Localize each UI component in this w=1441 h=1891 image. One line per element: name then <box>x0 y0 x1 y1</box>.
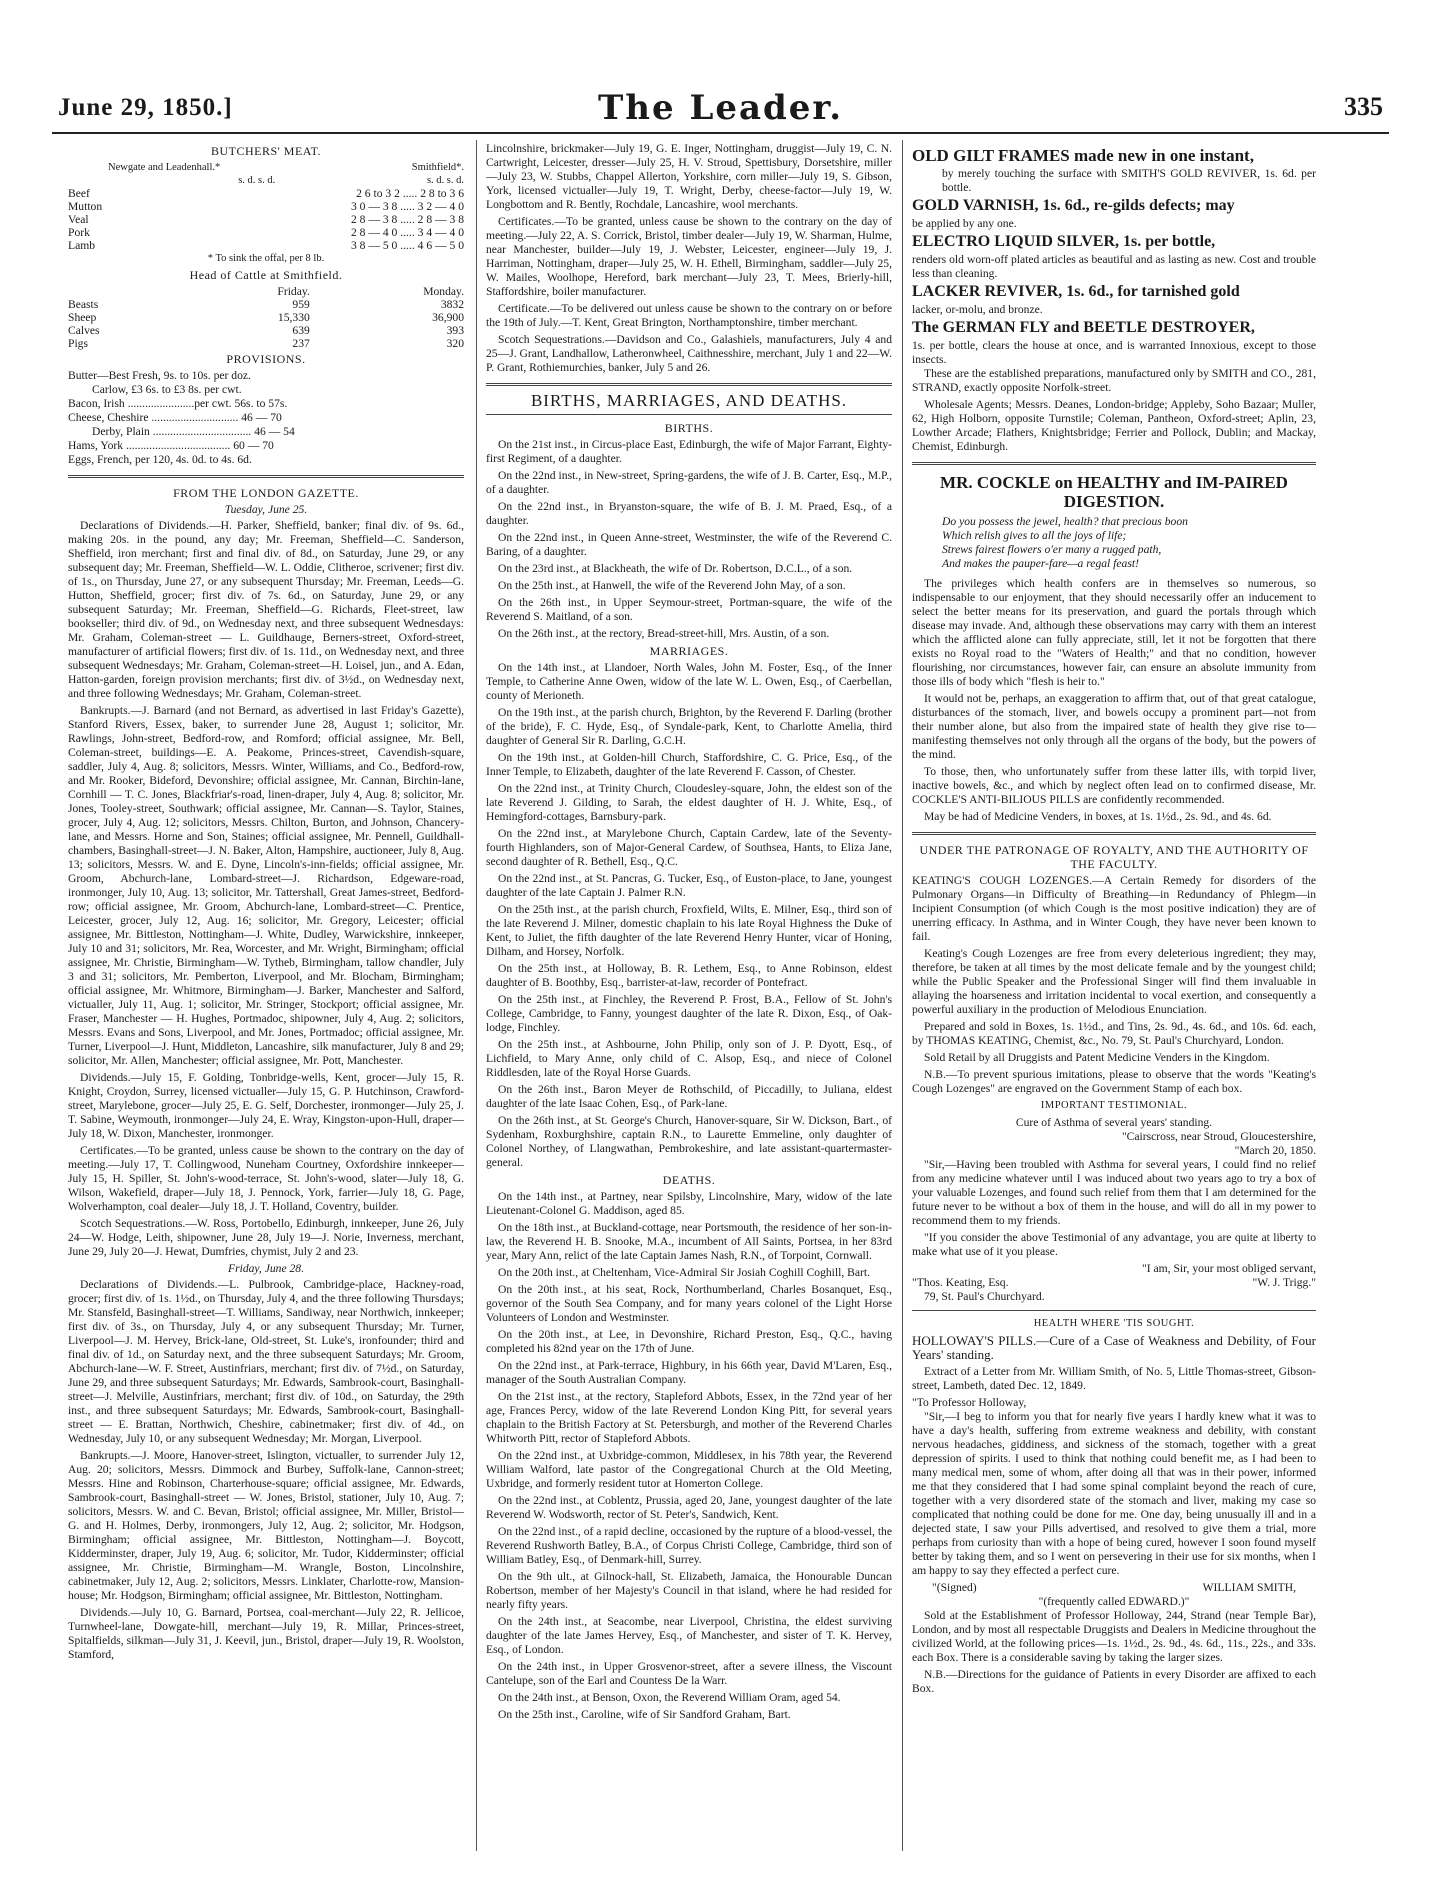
ad-body: renders old worn-off plated articles as beautiful and as lasting as new. Cost and trouble less than cleaning. <box>912 253 1316 280</box>
meat-subhead-left: Newgate and Leadenhall.* <box>108 162 221 173</box>
testimonial-body: "Sir,—Having been troubled with Asthma for several years, I could find no relief from any medicine whatever until I was induced about two years ago to try a box of your valuable Lozenges, and found such relief from them that I am determined for the future never to be without a box of them in the house, and will do all in my power to recommend them to my friends. <box>912 1158 1316 1227</box>
cattle-name: Calves <box>68 324 100 337</box>
gazette-paragraph: Declarations of Dividends.—H. Parker, Sheffield, banker; final div. of 9s. 6d., making 20s. in the pound, any day; Mr. Freeman, Sheffield—C. Sanderson, Sheffield, iron merchant; first and final div. of 8d., on Saturday, June 29, or any subsequent day; Mr. Freeman, Sheffield—W. L. Oddie, Clitheroe, scrivener; first div. of 1s., on Thursday, June 27, or any subsequent Thursday; Mr. Freeman, Leeds—G. Hutton, Sheffield, grocer; first div. of 7s. 6d., on Saturday, June 29, or any subsequent Saturday; Mr. Freeman, Sheffield—G. Richards, Fleet-street, law bookseller; third div. of 9d., on Wednesday next, and three subsequent Wednesdays: Mr. Graham, Coleman-street — L. Guildhauge, Berners-street, Oxford-street, manufacturer of artificial flowers; first div. of 1s. 11d., on Wednesday next, and three subsequent Wednesdays; Mr. Graham, Coleman-street—H. Loisel, jun., and A. Edan, Hatton-garden, foreign provision merchants; first div. of 3½d., on Wednesday next, and three following Wednesdays; Mr. Graham, Coleman-street. <box>68 519 464 700</box>
marriage-notice: On the 19th inst., at Golden-hill Church, Staffordshire, C. G. Price, Esq., of the Inner Temple, to Elizabeth, daughter of the late Reverend F. Casson, of Chester. <box>486 751 892 778</box>
poem-line: And makes the pauper-fare—a regal feast! <box>942 557 1139 570</box>
gazette-paragraph: Certificates.—To be granted, unless cause be shown to the contrary on the day of meeting.—July 17, T. Collingwood, Nuneham Courtney, Oxfordshire innkeeper—July 15, H. Spiller, St. John's-wood-terrace, St. John's-wood, slater—July 18, G. Wilson, Wakefield, draper—July 18, J. Pennock, York, farrier—July 18, G. Page, Wolverhampton, coal dealer—July 18, J. T. Holland, Coventry, builder. <box>68 1144 464 1213</box>
meat-units: s. d. s. d. <box>426 175 464 186</box>
cattle-name: Pigs <box>68 337 88 350</box>
testimonial-body: "If you consider the above Testimonial of any advantage, you are quite at liberty to make what use of it you please. <box>912 1231 1316 1258</box>
cattle-monday: 320 <box>446 337 464 350</box>
cattle-friday: 639 <box>292 324 310 337</box>
marriage-notice: On the 22nd inst., at Marylebone Church, Captain Cardew, late of the Seventy-fourth Highlanders, son of Major-General Cardew, of Southsea, Hants, to Eliza Jane, second daughter of R. Bethell, Esq., Q.C. <box>486 827 892 868</box>
testimonial-sub: Cure of Asthma of several years' standing. <box>1015 1116 1213 1129</box>
table-row: Lamb 3 8 — 5 0 ..... 4 6 — 5 0 <box>68 239 464 252</box>
column-1 <box>68 142 464 1861</box>
birth-notice: On the 23rd inst., at Blackheath, the wife of Dr. Robertson, D.C.L., of a son. <box>498 562 853 575</box>
death-notice: On the 22nd inst., at Uxbridge-common, Middlesex, in his 78th year, the Reverend William Walford, late pastor of the Congregational Church at the Old Meeting, Uxbridge, and formerly resident tutor at Homerton College. <box>486 1449 892 1490</box>
marriages-title: MARRIAGES. <box>649 644 729 658</box>
section-rule <box>912 1310 1316 1311</box>
cockle-poem <box>942 515 1316 571</box>
meat-smithfield: 2 8 to 3 6 <box>420 187 464 200</box>
table-row: Mutton 3 0 — 3 8 ..... 3 2 — 4 0 <box>68 200 464 213</box>
ad-paragraph: These are the established preparations, manufactured only by SMITH and CO., 281, STRAND, exactly opposite Norfolk-street. <box>912 367 1316 394</box>
keating-title: KEATING'S COUGH LOZENGES.—A Certain Remedy for disorders of the Pulmonary Organs—in Difficulty of Breathing—in Redundancy of Phlegm—in Incipient Consumption (of which Cough is the most positive indication) they are of unerring efficacy. In Asthma, and in Winter Cough, they have never been known to fail. <box>912 874 1316 943</box>
ad-headline: OLD GILT FRAMES made new in one instant, <box>912 146 1254 165</box>
ad-paragraph: To those, then, who unfortunately suffer from these latter ills, with torpid liver, inactive bowels, &c., and which by neglect often lead on to confirmed disease, Mr. COCKLE'S ANTI-BILIOUS PILLS are confidently recommended. <box>912 765 1316 806</box>
gazette-paragraph: Bankrupts.—J. Barnard (and not Bernard, as advertised in last Friday's Gazette), Stanford Rivers, Essex, baker, to surrender June 28, August 1; solicitor, Mr. Rawlings, John-street, Bedford-row, and Romford; official assignee, Mr. Bell, Coleman-street, buildings—E. A. Peakome, Princes-street, Cavendish-square, saddler, July 4, Aug. 8; solicitors, Messrs. Winter, Williams, and Co., Bedford-row, and Mr. Rooker, Bideford, Devonshire; official assignee, Mr. Cannan, Birchin-lane, Cornhill — T. C. Jones, Blackfriar's-road, linen-draper, July 4, Aug. 8; solicitor, Mr. Jones, Tooley-street, Southwark; official assignee, Mr. Cannan—S. Taylor, Staines, grocer, July 4, Aug. 12; solicitors, Messrs. Chilton, Burton, and Johnson, Chancery-lane, and Messrs. Horne and Son, Staines; official assignee, Mr. Pennell, Guildhall-chambers, Basinghall-street—J. N. Baker, Alton, Hampshire, auctioneer, July 8, Aug. 13; solicitors, Messrs. W. and E. Dyne, Lincoln's-inn-fields; official assignee, Mr. Groom, Abchurch-lane, Lombard-street—J. Richardson, Edgeware-road, ironmonger, July 10, Aug. 13; solicitor, Mr. Tattershall, Great James-street, Bedford-row; official assignee, Mr. Groom, Abchurch-lane, Lombard-street—C. Prentice, Leicester, grocer, July 12, Aug. 16; solicitor, Mr. Gregory, Leicester; official assignee, Mr. Bittleston, Nottingham—J. White, Dudley, Warwickshire, innkeeper, July 10 and 31; solicitors, Mr. Rea, Worcester, and Mr. Wright, Birmingham; official assignee, Mr. Christie, Birmingham—W. Tytheb, Birmingham, tallow chandler, July 3 and 31; solicitors, Mr. Pemberton, Liverpool, and Mr. Blocham, Birmingham; official assignee, Mr. Whitmore, Birmingham—J. Barker, Manchester and Salford, victualler, July 11, Aug. 1; solicitor, Mr. Stringer, Stockport; official assignee, Mr. Fraser, Manchester — H. Hughes, Portmadoc, shipowner, July 4, Aug. 2; solicitors, Messrs. Evans and Sons, Liverpool, and Mr. Jones, Portmadoc; official assignee, Mr. Turner, Liverpool—J. Hunt, Middleton, Lancashire, silk manufacturer, July 8 and 29; solicitor, Mr. Allen, Manchester; official assignee, Mr. Pott, Manchester. <box>68 704 464 1067</box>
marriage-notice: On the 26th inst., Baron Meyer de Rothschild, of Piccadilly, to Juliana, eldest daughter of the late Isaac Cohen, Esq., of Park-lane. <box>486 1083 892 1110</box>
meat-name: Veal <box>68 213 89 226</box>
ad-paragraph: The privileges which health confers are in themselves so numerous, so indispensable to our enjoyment, that they should necessarily offer an inducement to select the better means for its preservation, and guard the portals through which disease may invade. And, although these observations may carry with them an interest which the afflicted alone can fully appreciate, still, let it not be forgotten that there exists no Royal road to the "Waters of Health;" and that no condition, however flourishing, nor circumstances, however fair, can ensure an absolute immunity from those ills of body which "flesh is heir to." <box>912 577 1316 688</box>
testimonial-sign-right: "W. J. Trigg." <box>1252 1276 1316 1289</box>
testimonial-sign-left: "Thos. Keating, Esq. <box>912 1276 1009 1289</box>
ad-headline: The GERMAN FLY and BEETLE DESTROYER, <box>912 319 1255 336</box>
page-number: 335 <box>1344 92 1383 121</box>
provisions-line: Eggs, French, per 120, 4s. 0d. to 4s. 6d. <box>68 453 252 466</box>
cattle-monday: 393 <box>446 324 464 337</box>
death-notice: On the 24th inst., in Upper Grosvenor-street, after a severe illness, the Viscount Cantelupe, son of the Earl and Countess De la Warr. <box>486 1660 892 1687</box>
table-row <box>68 298 464 311</box>
death-notice: On the 22nd inst., at Coblentz, Prussia, aged 20, Jane, youngest daughter of the late Reverend W. Wodsworth, rector of St. Peter's, Sandwich, Kent. <box>486 1494 892 1521</box>
gazette-paragraph: Declarations of Dividends.—L. Pulbrook, Cambridge-place, Hackney-road, grocer; first div. of 1s. 1½d., on Thursday, July 4, and the three following Thursdays; Mr. Stansfeld, Basinghall-street—T. Williams, Sandiway, near Northwich, innkeeper; first div. of 3s., on Thursday, July 4, or any subsequent Thursday; Mr. Turner, Liverpool—J. M. Hervey, Brick-lane, Old-street, St. Luke's, ironfounder; third and final div. of 1d., on Saturday next, and the three subsequent Saturdays; Mr. Groom, Abchurch-lane—W. F. Street, Austinfriars, merchant; first div. of 7½d., on Saturday, June 29, and three subsequent Saturdays; Mr. Edwards, Sambrook-court, Basinghall-street—J. Melville, Austinfriars, merchant; first div. of 10d., on Saturday, the 29th inst., and three subsequent Saturdays; Mr. Edwards, Sambrook-court, Basinghall-street — E. Brattan, Northwich, Cheshire, cabinetmaker; first div. of 4d., on Wednesday, July 10, or any subsequent Wednesday; Mr. Morgan, Liverpool. <box>68 1278 464 1445</box>
ad-body: be applied by any one. <box>912 217 1017 230</box>
cattle-col-a: Friday. <box>277 285 310 298</box>
ad-headline: GOLD VARNISH, 1s. 6d., re-gilds defects; may <box>912 197 1235 214</box>
gazette-paragraph: Certificate.—To be delivered out unless cause be shown to the contrary on or before the 19th of July.—T. Kent, Great Brington, Northamptonshire, timber merchant. <box>486 302 892 329</box>
holloway-extract: Extract of a Letter from Mr. William Smith, of No. 5, Little Thomas-street, Gibson-street, Lambeth, dated Dec. 12, 1849. <box>912 1365 1316 1392</box>
birth-notice: On the 22nd inst., in Queen Anne-street, Westminster, the wife of the Reverend C. Baring, of a daughter. <box>486 531 892 558</box>
birth-notice: On the 26th inst., at the rectory, Bread-street-hill, Mrs. Austin, of a son. <box>498 627 830 640</box>
birth-notice: On the 26th inst., in Upper Seymour-street, Portman-square, the wife of the Reverend S. Maitland, of a son. <box>486 596 892 623</box>
births-title: BIRTHS. <box>664 421 714 435</box>
holloway-body: "Sir,—I beg to inform you that for nearly five years I hardly knew what it was to have a day's health, suffering from extreme weakness and debility, with constant nervous headaches, giddiness, and sickness of the stomach, together with a great depression of spirits. I used to think that nothing could benefit me, as I had been to many medical men, some of whom, after doing all that was in their power, informed me that they considered that I had some spinal complaint beyond the reach of cure, together with a very disordered state of the stomach and liver, making my case so complicated that nothing could be done for me. One day, being unusually ill and in a dejected state, I saw your Pills advertised, and resolved to give them a trial, more perhaps from curiosity than with a hope of being cured, however I soon found myself better by taking them, and so I went on persevering in their use for six months, when I am happy to say they effected a perfect cure. <box>912 1410 1316 1577</box>
table-row <box>68 324 464 337</box>
meat-smithfield: 2 8 — 3 8 <box>417 213 464 226</box>
marriage-notice: On the 22nd inst., at Trinity Church, Cloudesley-square, John, the eldest son of the late Reverend J. Gilding, to Sarah, the eldest daughter of H. J. White, Esq., of Hemingford-cottages, Barnsbury-park. <box>486 782 892 823</box>
column-divider <box>902 140 903 1851</box>
meat-subhead-right: Smithfield*. <box>411 162 464 173</box>
poem-line: Which relish gives to all the joys of life; <box>942 529 1127 542</box>
section-rule <box>912 462 1316 465</box>
masthead: The Leader. <box>597 88 844 128</box>
gazette-date: Tuesday, June 25. <box>224 503 308 516</box>
holloway-signed-left: "(Signed) <box>932 1581 977 1594</box>
marriage-notice: On the 14th inst., at Llandoer, North Wales, John M. Foster, Esq., of the Inner Temple, to Catherine Anne Owen, widow of the late W. L. Owen, Esq., of Caerbellan, county of Merioneth. <box>486 661 892 702</box>
provisions-line: Carlow, £3 6s. to £3 8s. per cwt. <box>92 383 242 396</box>
provisions-line: Derby, Plain .................................. 46 — 54 <box>92 425 295 438</box>
ad-paragraph: Prepared and sold in Boxes, 1s. 1½d., and Tins, 2s. 9d., 4s. 6d., and 10s. 6d. each, by THOMAS KEATING, Chemist, &c., No. 79, St. Paul's Churchyard, London. <box>912 1020 1316 1047</box>
meat-smithfield: 3 2 — 4 0 <box>417 200 464 213</box>
page-header <box>52 88 1389 134</box>
meat-name: Lamb <box>68 239 96 252</box>
column-divider <box>476 140 477 1851</box>
marriage-notice: On the 25th inst., at Holloway, B. R. Lethem, Esq., to Anne Robinson, eldest daughter of B. Boothby, Esq., barrister-at-law, recorder of Pontefract. <box>486 962 892 989</box>
marriage-notice: On the 25th inst., at the parish church, Froxfield, Wilts, E. Milner, Esq., third son of the late Reverend J. Milner, domestic chaplain to his late Royal Highness the Duke of Kent, to Juliet, the fifth daughter of the late Reverend Henry Hunter, vicar of Honing, Dilham, and Horsey, Norfolk. <box>486 903 892 958</box>
provisions-line: Bacon, Irish .......................per cwt. 56s. to 57s. <box>68 397 288 410</box>
meat-newgate: 2 6 to 3 2 <box>356 187 400 200</box>
bmd-title: BIRTHS, MARRIAGES, AND DEATHS. <box>530 391 848 410</box>
meat-table <box>68 161 464 252</box>
death-notice: On the 20th inst., at Cheltenham, Vice-Admiral Sir Josiah Coghill Coghill, Bart. <box>498 1266 870 1279</box>
table-row: Pork 2 8 — 4 0 ..... 3 4 — 4 0 <box>68 226 464 239</box>
birth-notice: On the 22nd inst., in Bryanston-square, the wife of B. J. M. Praed, Esq., of a daughter. <box>486 500 892 527</box>
provisions-line: Cheese, Cheshire .............................. 46 — 70 <box>68 411 282 424</box>
death-notice: On the 25th inst., Caroline, wife of Sir Sandford Graham, Bart. <box>498 1708 791 1721</box>
section-rule <box>486 383 892 386</box>
death-notice: On the 22nd inst., of a rapid decline, occasioned by the rupture of a blood-vessel, the Reverend Rushworth Batley, B.A., of Corpus Christi College, Cambridge, third son of William Batley, Esq., of Denmark-hill, Surrey. <box>486 1525 892 1566</box>
cattle-monday: 36,900 <box>432 311 464 324</box>
death-notice: On the 20th inst., at his seat, Rock, Northumberland, Charles Bosanquet, Esq., governor of the South Sea Company, and for many years colonel of the Light Horse Volunteers of London and Westminster. <box>486 1283 892 1324</box>
birth-notice: On the 22nd inst., in New-street, Spring-gardens, the wife of J. B. Carter, Esq., M.P., of a daughter. <box>486 469 892 496</box>
ad-body: 1s. per bottle, clears the house at once, and is warranted Innoxious, except to those insects. <box>912 339 1316 366</box>
holloway-edward: "(frequently called EDWARD.)" <box>1038 1595 1190 1608</box>
death-notice: On the 14th inst., at Partney, near Spilsby, Lincolnshire, Mary, widow of the late Lieutenant-Colonel G. Maddison, aged 85. <box>486 1190 892 1217</box>
marriage-notice: On the 26th inst., at St. George's Church, Hanover-square, Sir W. Dickson, Bart., of Sydenham, Roxburghshire, captain R.N., to Laurette Emmeline, only daughter of Colonel Northey, of Llangwathan, Pembrokeshire, and late assistant-quartermaster-general. <box>486 1114 892 1169</box>
testimonial-signature <box>912 1276 1316 1290</box>
section-rule <box>486 414 892 415</box>
meat-newgate: 2 8 — 4 0 <box>350 226 398 239</box>
testimonial-close: "I am, Sir, your most obliged servant, <box>1142 1262 1316 1275</box>
cattle-table <box>68 285 464 350</box>
death-notice: On the 18th inst., at Buckland-cottage, near Portsmouth, the residence of her son-in-law, the Reverend H. B. Snooke, M.A., incumbent of All Saints, Portsea, in her 83rd year, Mary Ann, relict of the late Captain James Nash, R.N., of Torpoint, Cornwall. <box>486 1221 892 1262</box>
testimonial-date: "March 20, 1850. <box>1234 1144 1316 1157</box>
meat-newgate: 2 8 — 3 8 <box>350 213 398 226</box>
death-notice: On the 24th inst., at Benson, Oxon, the Reverend William Oram, aged 54. <box>498 1691 841 1704</box>
table-row <box>68 337 464 350</box>
holloway-sold: Sold at the Establishment of Professor Holloway, 244, Strand (near Temple Bar), London, and by most all respectable Druggists and Dealers in Medicine throughout the civilized World, at the following prices—1s. 1½d., 2s. 9d., 4s. 6d., 11s., 22s., and 33s. each Box. There is a considerable saving by taking the larger sizes. <box>912 1609 1316 1664</box>
death-notice: On the 9th ult., at Gilnock-hall, St. Elizabeth, Jamaica, the Honourable Duncan Robertson, member of her Majesty's Council in that island, where he had resided for nearly fifty years. <box>486 1570 892 1611</box>
cattle-friday: 237 <box>292 337 310 350</box>
gazette-paragraph: Dividends.—July 10, G. Barnard, Portsea, coal-merchant—July 22, R. Jellicoe, Turnwheel-lane, Dowgate-hill, merchant—July 19, R. Millar, Princes-street, Spitalfields, silkman—July 31, J. Keevil, jun., Bristol, draper—July 19, R. Woolston, Stamford, <box>68 1606 464 1661</box>
provisions-line: Hams, York .................................... 60 — 70 <box>68 439 274 452</box>
meat-newgate: 3 8 — 5 0 <box>350 239 398 252</box>
holloway-signed-right: WILLIAM SMITH, <box>1202 1581 1296 1594</box>
ad-paragraph: May be had of Medicine Venders, in boxes, at 1s. 1½d., 2s. 9d., and 4s. 6d. <box>924 810 1272 823</box>
holloway-signature <box>912 1581 1316 1595</box>
poem-line: Strews fairest flowers o'er many a rugged path, <box>942 543 1162 556</box>
meat-note: * To sink the offal, per 8 lb. <box>207 253 325 264</box>
section-rule <box>68 475 464 478</box>
holloway-to: "To Professor Holloway, <box>912 1396 1027 1409</box>
gazette-paragraph: Scotch Sequestrations.—Davidson and Co., Galashiels, manufacturers, July 4 and 25—J. Grant, Landhallow, Latheronwheel, Caithnesshire, merchant, July 1 and 22—W. P. Grant, Rothiemurchies, banker, July 5 and 26. <box>486 333 892 374</box>
ad-paragraph: It would not be, perhaps, an exaggeration to affirm that, out of that great catalogue, disturbances of the stomach, liver, and bowels occupy a prominent part—not from their number alone, but also from the impaired state of health they give rise to—manifesting themselves not only through all the organs of the body, but the powers of the mind. <box>912 692 1316 761</box>
ad-headline: LACKER REVIVER, 1s. 6d., for tarnished gold <box>912 283 1240 300</box>
marriage-notice: On the 22nd inst., at St. Pancras, G. Tucker, Esq., of Euston-place, to Jane, youngest daughter of the late Captain J. Palmer R.N. <box>486 872 892 899</box>
testimonial-place: "Cairscross, near Stroud, Gloucestershire, <box>1121 1130 1316 1143</box>
gazette-paragraph: Bankrupts.—J. Moore, Hanover-street, Islington, victualler, to surrender July 12, Aug. 20; solicitors, Messrs. Dimmock and Burbey, Suffolk-lane, Cannon-street; Messrs. Hine and Robinson, Charterhouse-square; official assignee, Mr. Edwards, Sambrook-court, Basinghall-street — W. Jones, Bristol, stationer, July 10, Aug. 7; solicitors, Messrs. W. and C. Bevan, Bristol; official assignee, Mr. Miller, Bristol—G. and H. Holmes, Derby, ironmongers, July 12, Aug. 2; solicitor, Mr. Hodgson, Birmingham; official assignee, Mr. Bittleston, Nottingham—J. Boycott, Kidderminster, draper, July 19, Aug. 6; solicitor, Mr. Tudor, Kidderminster; official assignee, Mr. Christie, Birmingham—M. Wrangle, Boston, Lincolnshire, cabinetmaker, July 12, Aug. 2; solicitors, Messrs. Linklater, Charlotte-row, Mansion-house; Mr. Hodgson, Birmingham; official assignee, Mr. Bittleston, Nottingham. <box>68 1449 464 1602</box>
gazette-title: FROM THE LONDON GAZETTE. <box>173 486 359 500</box>
gazette-paragraph: Certificates.—To be granted, unless cause be shown to the contrary on the day of meeting.—July 22, A. S. Corrick, Bristol, timber dealer—July 19, W. Sharman, Hulme, near Manchester, builder—July 19, J. Webster, Leicester, engineer—July 19, J. Harriman, Nottingham, draper—July 25, W. H. Ethell, Birmingham, saddler—July 25, W. Mailes, Woolhope, Hereford, bark merchant—July 23, T. Mees, Brierly-hill, Staffordshire, boiler manufacturer. <box>486 215 892 298</box>
section-rule <box>912 832 1316 835</box>
birth-notice: On the 21st inst., in Circus-place East, Edinburgh, the wife of Major Farrant, Eighty-first Regiment, of a daughter. <box>486 438 892 465</box>
table-row: Beef 2 6 to 3 2 ..... 2 8 to 3 6 <box>68 187 464 200</box>
birth-notice: On the 25th inst., at Hanwell, the wife of the Reverend John May, of a son. <box>498 579 846 592</box>
column-3 <box>912 142 1316 1861</box>
cattle-col-b: Monday. <box>423 285 464 298</box>
cockle-title: MR. COCKLE on HEALTHY and IM-PAIRED DIGESTION. <box>940 473 1288 511</box>
holloway-title: HOLLOWAY'S PILLS.—Cure of a Case of Weakness and Debility, of Four Years' standing. <box>912 1333 1316 1362</box>
meat-smithfield: 4 6 — 5 0 <box>417 239 464 252</box>
testimonial-title: IMPORTANT TESTIMONIAL. <box>1040 1100 1188 1111</box>
testimonial-addr: 79, St. Paul's Churchyard. <box>924 1290 1045 1303</box>
meat-smithfield: 3 4 — 4 0 <box>417 226 464 239</box>
cattle-title: Head of Cattle at Smithfield. <box>189 268 343 282</box>
meat-title: BUTCHERS' MEAT. <box>210 144 322 158</box>
gazette-date: Friday, June 28. <box>228 1262 304 1275</box>
cattle-friday: 15,330 <box>277 311 310 324</box>
deaths-title: DEATHS. <box>662 1173 716 1187</box>
death-notice: On the 21st inst., at the rectory, Stapleford Abbots, Essex, in the 72nd year of her age, Frances Percy, widow of the late Reverend London King Pitt, for several years chaplain to the British Factory at St. Petersburgh, and mother of the Reverend Charles Whitworth Pitt, rector of Stapleford Abbots. <box>486 1390 892 1445</box>
meat-name: Pork <box>68 226 90 239</box>
gazette-paragraph: Dividends.—July 15, F. Golding, Tonbridge-wells, Kent, grocer—July 15, R. Knight, Croydon, Surrey, licensed victualler—July 15, G. P. Hutchinson, Crawford-street, Marylebone, grocer—July 25, E. G. Self, Dorchester, ironmonger—July 25, J. T. Sabine, Weymouth, ironmonger—July 24, E. Wray, Kingston-upon-Hull, draper—July 18, W. Dixon, Manchester, ironmonger. <box>68 1071 464 1140</box>
poem-line: Do you possess the jewel, health? that precious boon <box>942 515 1188 528</box>
gazette-paragraph: Scotch Sequestrations.—W. Ross, Portobello, Edinburgh, innkeeper, June 26, July 24—W. Hodge, Leith, shipowner, June 28, July 19—J. Norie, Inverness, merchant, June 29, July 20—J. Hewat, Dumfries, chymist, July 2 and 23. <box>68 1217 464 1258</box>
ad-paragraph: Sold Retail by all Druggists and Patent Medicine Venders in the Kingdom. <box>924 1051 1270 1064</box>
ad-headline: ELECTRO LIQUID SILVER, 1s. per bottle, <box>912 233 1216 250</box>
holloway-nb: N.B.—Directions for the guidance of Patients in every Disorder are affixed to each Box. <box>912 1668 1316 1695</box>
marriage-notice: On the 25th inst., at Ashbourne, John Philip, only son of J. P. Dyott, Esq., of Lichfield, to Mary Anne, only child of C. Alsop, Esq., and niece of Colonel Riddlesden, late of the Royal Horse Guards. <box>486 1038 892 1079</box>
marriage-notice: On the 19th inst., at the parish church, Brighton, by the Reverend F. Darling (brother of the bride), F. C. Hyde, Esq., of Syndale-park, Kent, to Charlotte Amelia, third daughter of General Sir R. Darling, G.C.H. <box>486 706 892 747</box>
marriage-notice: On the 25th inst., at Finchley, the Reverend P. Frost, B.A., Fellow of St. John's College, Cambridge, to Fanny, youngest daughter of the late R. Dixon, Esq., of Oak-lodge, Finchley. <box>486 993 892 1034</box>
meat-name: Beef <box>68 187 90 200</box>
death-notice: On the 24th inst., at Seacombe, near Liverpool, Christina, the eldest surviving daughter of the late James Hervey, Esq., of Manchester, and sister of T. K. Hervey, Esq., of London. <box>486 1615 892 1656</box>
ad-paragraph: Wholesale Agents; Messrs. Deanes, London-bridge; Appleby, Soho Bazaar; Muller, 62, High Holborn, opposite Turnstile; Coleman, Pantheon, Oxford-street; Aplin, 23, Lowther Arcade; Flathers, Knightsbridge; Ferrier and Pollock, Dublin; and Mackay, Chemist, Edinburgh. <box>912 398 1316 453</box>
cattle-friday: 959 <box>292 298 310 311</box>
health-heading: HEALTH WHERE 'TIS SOUGHT. <box>1033 1318 1195 1329</box>
ad-body: by merely touching the surface with SMITH'S GOLD REVIVER, 1s. 6d. per bottle. <box>942 167 1316 194</box>
meat-name: Mutton <box>68 200 103 213</box>
death-notice: On the 20th inst., at Lee, in Devonshire, Richard Preston, Esq., Q.C., having completed his 82nd year on the 17th of June. <box>486 1328 892 1355</box>
gazette-paragraph: Lincolnshire, brickmaker—July 19, G. E. Inger, Nottingham, druggist—July 19, C. N. Cartwright, Leicester, dresser—July 25, H. V. Stroud, Spettisbury, Dorsetshire, miller—July 23, W. Stubbs, Chappel Allerton, Yorkshire, corn miller—July 19, S. Gibson, York, licensed victualler—July 19, T. Wright, Derby, cheese-factor—July 19, W. Longbottom and R. Bently, Rochdale, Lancashire, wool merchants. <box>486 142 892 211</box>
issue-date: June 29, 1850.] <box>58 94 233 121</box>
ad-paragraph: Keating's Cough Lozenges are free from every deleterious ingredient; they may, therefore, be taken at all times by the most delicate female and by the youngest child; while the Public Speaker and the Professional Singer will find them invaluable in allaying the hoarseness and irritation incidental to vocal exertion, and consequently a powerful auxiliary in the production of Melodious Enunciation. <box>912 947 1316 1016</box>
table-row <box>68 311 464 324</box>
meat-units: s. d. s. d. <box>238 175 276 186</box>
royalty-heading: UNDER THE PATRONAGE OF ROYALTY, AND THE AUTHORITY OF THE FACULTY. <box>919 843 1309 871</box>
meat-newgate: 3 0 — 3 8 <box>350 200 398 213</box>
column-2 <box>486 142 892 1861</box>
cattle-monday: 3832 <box>440 298 464 311</box>
table-row: Veal 2 8 — 3 8 ..... 2 8 — 3 8 <box>68 213 464 226</box>
ad-body: lacker, or-molu, and bronze. <box>912 303 1043 316</box>
provisions-title: PROVISIONS. <box>226 352 306 366</box>
cattle-name: Sheep <box>68 311 97 324</box>
cattle-name: Beasts <box>68 298 99 311</box>
provisions-line: Butter—Best Fresh, 9s. to 10s. per doz. <box>68 369 251 382</box>
ad-paragraph: N.B.—To prevent spurious imitations, please to observe that the words "Keating's Cough Lozenges" are engraved on the Government Stamp of each box. <box>912 1068 1316 1095</box>
death-notice: On the 22nd inst., at Park-terrace, Highbury, in his 66th year, David M'Laren, Esq., manager of the South Australian Company. <box>486 1359 892 1386</box>
